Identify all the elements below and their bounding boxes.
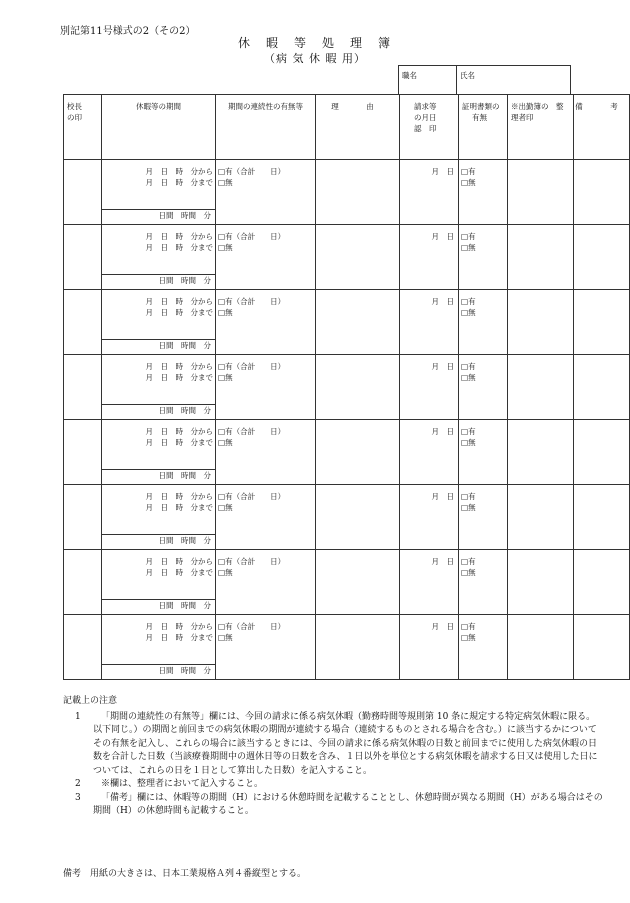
certificate-no[interactable]: □無 [461, 503, 476, 512]
reason-cell[interactable] [316, 225, 400, 290]
continuity-cell[interactable] [216, 550, 316, 615]
reason-cell[interactable] [316, 355, 400, 420]
period-cell[interactable] [102, 290, 216, 340]
period-from: 月 日 時 分から [145, 232, 213, 241]
duration-text: 日間 時間 分 [158, 666, 211, 675]
period-from: 月 日 時 分から [145, 492, 213, 501]
certificate-no[interactable]: □無 [461, 373, 476, 382]
duration-cell[interactable] [102, 470, 216, 485]
attendance-seal-cell[interactable] [508, 485, 574, 550]
certificate-yes[interactable]: □有 [461, 427, 476, 436]
notes-section [63, 695, 603, 819]
entry-row [64, 485, 630, 535]
continuity-no[interactable]: □無 [218, 438, 233, 447]
continuity-no[interactable]: □無 [218, 568, 233, 577]
reason-cell[interactable] [316, 160, 400, 225]
name-field[interactable] [456, 65, 571, 95]
reason-cell[interactable] [316, 420, 400, 485]
continuity-cell[interactable] [216, 355, 316, 420]
continuity-no[interactable]: □無 [218, 633, 233, 642]
entry-row [64, 420, 630, 470]
certificate-no[interactable]: □無 [461, 243, 476, 252]
leave-ledger-table [63, 94, 630, 680]
name-label: 氏名 [460, 71, 475, 80]
remarks-cell[interactable] [574, 485, 630, 550]
certificate-yes[interactable]: □有 [461, 167, 476, 176]
entry-row [64, 615, 630, 665]
continuity-no[interactable]: □無 [218, 308, 233, 317]
duration-cell[interactable] [102, 405, 216, 420]
reason-cell[interactable] [316, 290, 400, 355]
request-month-day: 月 日 [431, 362, 454, 371]
attendance-seal-cell[interactable] [508, 225, 574, 290]
header-certificate: 証明書類の 有無 [459, 95, 508, 160]
request-date-cell[interactable] [400, 160, 459, 225]
position-field[interactable] [398, 65, 457, 95]
continuity-yes[interactable]: □有（合計 日） [218, 427, 286, 436]
period-cell[interactable] [102, 420, 216, 470]
period-to: 月 日 時 分まで [145, 178, 213, 187]
certificate-cell[interactable] [459, 420, 508, 485]
period-to: 月 日 時 分まで [145, 568, 213, 577]
duration-text: 日間 時間 分 [158, 406, 211, 415]
duration-cell[interactable] [102, 275, 216, 290]
attendance-seal-cell[interactable] [508, 420, 574, 485]
request-date-cell[interactable] [400, 420, 459, 485]
continuity-yes[interactable]: □有（合計 日） [218, 232, 286, 241]
remarks-cell[interactable] [574, 160, 630, 225]
page-title: 休 暇 等 処 理 簿 [237, 36, 392, 50]
remarks-cell[interactable] [574, 225, 630, 290]
certificate-yes[interactable]: □有 [461, 362, 476, 371]
attendance-seal-cell[interactable] [508, 160, 574, 225]
period-to: 月 日 時 分まで [145, 438, 213, 447]
duration-text: 日間 時間 分 [158, 341, 211, 350]
page-subtitle: （病 気 休 暇 用） [264, 52, 366, 65]
attendance-seal-cell[interactable] [508, 290, 574, 355]
header-attendance: ※出勤簿の 整 理者印 [508, 95, 574, 160]
remarks-cell[interactable] [574, 290, 630, 355]
attendance-seal-cell[interactable] [508, 615, 574, 680]
certificate-yes[interactable]: □有 [461, 557, 476, 566]
request-month-day: 月 日 [431, 492, 454, 501]
continuity-no[interactable]: □無 [218, 178, 233, 187]
certificate-yes[interactable]: □有 [461, 492, 476, 501]
remarks-cell[interactable] [574, 550, 630, 615]
entry-row [64, 355, 630, 405]
continuity-cell[interactable] [216, 225, 316, 290]
principal-seal-cell[interactable] [64, 160, 102, 225]
certificate-cell[interactable] [459, 225, 508, 290]
period-cell[interactable] [102, 550, 216, 600]
continuity-cell[interactable] [216, 615, 316, 680]
duration-cell[interactable] [102, 340, 216, 355]
attendance-seal-cell[interactable] [508, 355, 574, 420]
duration-cell[interactable] [102, 535, 216, 550]
duration-cell[interactable] [102, 665, 216, 680]
header-remarks: 備 考 [574, 95, 630, 160]
certificate-yes[interactable]: □有 [461, 622, 476, 631]
request-month-day: 月 日 [431, 297, 454, 306]
continuity-yes[interactable]: □有（合計 日） [218, 362, 286, 371]
continuity-cell[interactable] [216, 290, 316, 355]
certificate-yes[interactable]: □有 [461, 232, 476, 241]
note-3: 3 「備考」欄には、休暇等の期間（H）における休憩時間を記載することとし、休憩時間が異なる期間（H）がある場合はその期間（H）の休憩時間も記載すること。 [75, 792, 603, 816]
remarks-cell[interactable] [574, 420, 630, 485]
period-to: 月 日 時 分まで [145, 503, 213, 512]
reason-cell[interactable] [316, 550, 400, 615]
period-to: 月 日 時 分まで [145, 633, 213, 642]
continuity-yes[interactable]: □有（合計 日） [218, 492, 286, 501]
duration-cell[interactable] [102, 210, 216, 225]
certificate-no[interactable]: □無 [461, 438, 476, 447]
continuity-no[interactable]: □無 [218, 373, 233, 382]
continuity-cell[interactable] [216, 160, 316, 225]
header-row [64, 95, 630, 160]
request-month-day: 月 日 [431, 167, 454, 176]
header-reason: 理 由 [316, 95, 400, 160]
period-from: 月 日 時 分から [145, 362, 213, 371]
principal-seal-cell[interactable] [64, 485, 102, 550]
certificate-no[interactable]: □無 [461, 308, 476, 317]
period-from: 月 日 時 分から [145, 167, 213, 176]
request-date-cell[interactable] [400, 550, 459, 615]
header-leave-period: 休暇等の期間 [102, 95, 216, 160]
remarks-cell[interactable] [574, 355, 630, 420]
continuity-yes[interactable]: □有（合計 日） [218, 297, 286, 306]
request-month-day: 月 日 [431, 622, 454, 631]
certificate-cell[interactable] [459, 550, 508, 615]
period-from: 月 日 時 分から [145, 557, 213, 566]
certificate-cell[interactable] [459, 290, 508, 355]
duration-text: 日間 時間 分 [158, 471, 211, 480]
certificate-cell[interactable] [459, 615, 508, 680]
continuity-cell[interactable] [216, 485, 316, 550]
certificate-no[interactable]: □無 [461, 568, 476, 577]
reason-cell[interactable] [316, 615, 400, 680]
period-to: 月 日 時 分まで [145, 308, 213, 317]
period-from: 月 日 時 分から [145, 622, 213, 631]
request-date-cell[interactable] [400, 225, 459, 290]
paper-size-remark: 備考 用紙の大きさは、日本工業規格Ａ列４番縦型とする。 [63, 869, 307, 879]
period-from: 月 日 時 分から [145, 297, 213, 306]
position-label: 職名 [402, 71, 417, 80]
principal-seal-cell[interactable] [64, 550, 102, 615]
request-month-day: 月 日 [431, 232, 454, 241]
request-date-cell[interactable] [400, 615, 459, 680]
continuity-yes[interactable]: □有（合計 日） [218, 557, 286, 566]
reason-cell[interactable] [316, 485, 400, 550]
period-cell[interactable] [102, 615, 216, 665]
certificate-yes[interactable]: □有 [461, 297, 476, 306]
period-to: 月 日 時 分まで [145, 373, 213, 382]
certificate-cell[interactable] [459, 485, 508, 550]
duration-text: 日間 時間 分 [158, 601, 211, 610]
period-cell[interactable] [102, 225, 216, 275]
continuity-no[interactable]: □無 [218, 503, 233, 512]
request-date-cell[interactable] [400, 355, 459, 420]
entry-row [64, 550, 630, 600]
principal-seal-cell[interactable] [64, 225, 102, 290]
header-continuity: 期間の連続性の有無等 [216, 95, 316, 160]
request-month-day: 月 日 [431, 427, 454, 436]
entry-row [64, 160, 630, 210]
certificate-no[interactable]: □無 [461, 633, 476, 642]
period-cell[interactable] [102, 160, 216, 210]
duration-text: 日間 時間 分 [158, 536, 211, 545]
note-1: 1 「期間の連続性の有無等」欄には、今回の請求に係る病気休暇（勤務時間等規則第 10 条に規定する特定病気休暇に限る。以下同じ。）の期間と前回までの病気休暇の期間が連続する場合（連続するものとされる場合を含む。）に該当するかについてその有無を記入し、これらの場合に該当するときには、今回の請求に係る病気休暇の日数と前回までに使用した病気休暇の日数を合計した日数（当該療養期間中の週休日等の日数を含み、１日以外を単位とする病気休暇を請求する日又は使用した日については、これらの日を１日として算出した日数）を記入すること。 [75, 711, 598, 776]
certificate-cell[interactable] [459, 160, 508, 225]
request-date-cell[interactable] [400, 485, 459, 550]
attendance-seal-cell[interactable] [508, 550, 574, 615]
period-to: 月 日 時 分まで [145, 243, 213, 252]
continuity-yes[interactable]: □有（合計 日） [218, 622, 286, 631]
header-request-date: 請求等 の月日 認 印 [400, 95, 459, 160]
header-principal-seal: 校長 の印 [64, 95, 102, 160]
continuity-no[interactable]: □無 [218, 243, 233, 252]
period-cell[interactable] [102, 485, 216, 535]
notes-title: 記載上の注意 [63, 696, 118, 706]
continuity-cell[interactable] [216, 420, 316, 485]
remarks-cell[interactable] [574, 615, 630, 680]
period-from: 月 日 時 分から [145, 427, 213, 436]
note-2: 2 ※欄は、整理者において記入すること。 [75, 779, 264, 789]
certificate-cell[interactable] [459, 355, 508, 420]
period-cell[interactable] [102, 355, 216, 405]
continuity-yes[interactable]: □有（合計 日） [218, 167, 286, 176]
request-month-day: 月 日 [431, 557, 454, 566]
principal-seal-cell[interactable] [64, 420, 102, 485]
principal-seal-cell[interactable] [64, 355, 102, 420]
entry-row [64, 290, 630, 340]
duration-text: 日間 時間 分 [158, 211, 211, 220]
form-id: 別記第11号様式の2（その2） [60, 26, 196, 37]
duration-cell[interactable] [102, 600, 216, 615]
duration-text: 日間 時間 分 [158, 276, 211, 285]
certificate-no[interactable]: □無 [461, 178, 476, 187]
principal-seal-cell[interactable] [64, 615, 102, 680]
entry-row [64, 225, 630, 275]
request-date-cell[interactable] [400, 290, 459, 355]
principal-seal-cell[interactable] [64, 290, 102, 355]
